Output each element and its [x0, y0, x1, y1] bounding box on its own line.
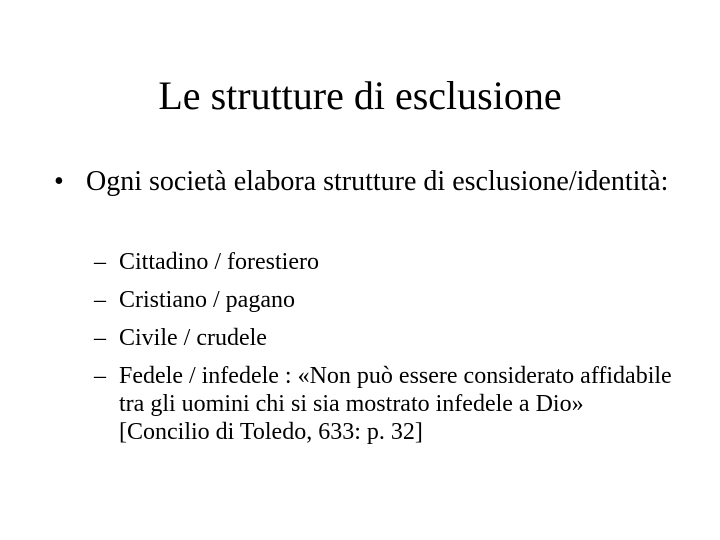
sub-bullet-text: Fedele / infedele : «Non può essere considerato affidabile tra gli uomini chi si sia mostrato infedele a Dio» [Concilio di Toledo, 633: p. 32]: [119, 363, 672, 445]
dash-marker: –: [94, 363, 106, 389]
dash-marker: –: [94, 325, 106, 351]
sub-bullet-list: [94, 248, 679, 446]
sub-bullet-item: [94, 248, 679, 276]
dash-marker: –: [94, 249, 106, 275]
main-bullet: [54, 164, 686, 200]
sub-bullet-text: Civile / crudele: [119, 325, 267, 351]
sub-bullet-item: [94, 286, 679, 314]
sub-bullet-item: [94, 362, 679, 446]
sub-bullet-text: Cristiano / pagano: [119, 287, 295, 313]
sub-bullet-item: [94, 324, 679, 352]
sub-bullet-text: Cittadino / forestiero: [119, 249, 319, 275]
slide-title: Le strutture di esclusione: [158, 73, 562, 118]
dash-marker: –: [94, 287, 106, 313]
bullet-marker: •: [54, 166, 64, 197]
main-bullet-text: Ogni società elabora strutture di esclusione/identità:: [86, 166, 669, 197]
